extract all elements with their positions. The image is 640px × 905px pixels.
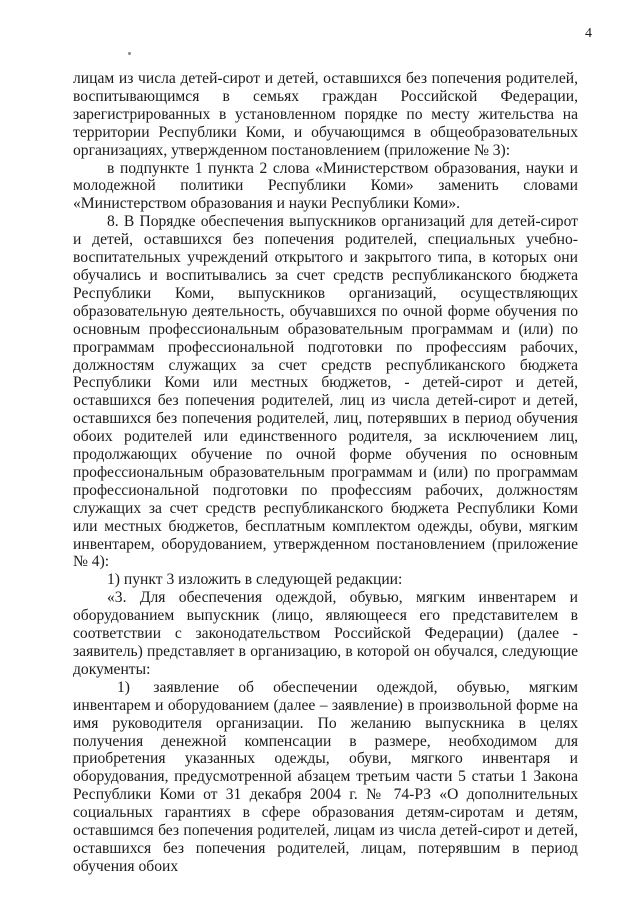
paragraph-continuation: лицам из числа детей-сирот и детей, оставшихся без попечения родителей, воспитывающимся в семьях граждан Российской Федерации, зарегистрированных в установленном порядке по месту жительства на территории Республики Коми, и обучающимся в общеобразовательных организациях, утвержденном постановлением (приложение № 3): xyxy=(73,70,578,159)
scan-speck xyxy=(128,52,131,55)
paragraph-point-3-text: «3. Для обеспечения одеждой, обувью, мягким инвентарем и оборудованием выпускник (лицо, являющееся его представителем в соответствии с законодательством Российской Федерации) (далее - заявитель) представляет в организацию, в которой он обучался, следующие документы: xyxy=(73,589,578,678)
paragraph-item-8: 8. В Порядке обеспечения выпускников организаций для детей-сирот и детей, оставшихся без попечения родителей, специальных учебно-воспитательных учреждений открытого и закрытого типа, в которых они обучались и воспитывались за счет средств республиканского бюджета Республики Коми, выпускников организаций, осуществляющих образовательную деятельность, обучавшихся по очной форме обучения по основным профессиональным образовательным программам и (или) по программам профессиональной подготовки по профессиям рабочих, должностям служащих за счет средств республиканского бюджета Республики Коми или местных бюджетов, - детей-сирот и детей, оставшихся без попечения родителей, лиц из числа детей-сирот и детей, оставшихся без попечения родителей, лиц, потерявших в период обучения обоих родителей или единственного родителя, за исключением лиц, продолжающих обучение по очной форме обучения по основным профессиональным образовательным программам и (или) по программам профессиональной подготовки по профессиям рабочих, должностям служащих за счет средств республиканского бюджета Республики Коми или местных бюджетов, бесплатным комплектом одежды, обуви, мягким инвентарем, оборудованием, утвержденном постановлением (приложение № 4): xyxy=(73,213,578,571)
document-body xyxy=(73,70,578,876)
page-number: 4 xyxy=(585,26,592,41)
paragraph-subpoint-replacement: в подпункте 1 пункта 2 слова «Министерством образования, науки и молодежной политики Республики Коми» заменить словами «Министерством образования и науки Республики Коми». xyxy=(73,159,578,213)
paragraph-document-1: 1) заявление об обеспечении одеждой, обувью, мягким инвентарем и оборудованием (далее – заявление) в произвольной форме на имя руководителя организации. По желанию выпускника в целях получения денежной компенсации в размере, необходимом для приобретения указанных одежды, обуви, мягкого инвентаря и оборудования, предусмотренной абзацем третьим части 5 статьи 1 Закона Республики Коми от 31 декабря 2004 г. № 74-РЗ «О дополнительных социальных гарантиях в сфере образования детям-сиротам и детям, оставшимся без попечения родителей, лицам из числа детей-сирот и детей, оставшихся без попечения родителей, лицам, потерявшим в период обучения обоих xyxy=(73,678,578,875)
paragraph-point-3-intro: 1) пункт 3 изложить в следующей редакции: xyxy=(107,571,403,589)
